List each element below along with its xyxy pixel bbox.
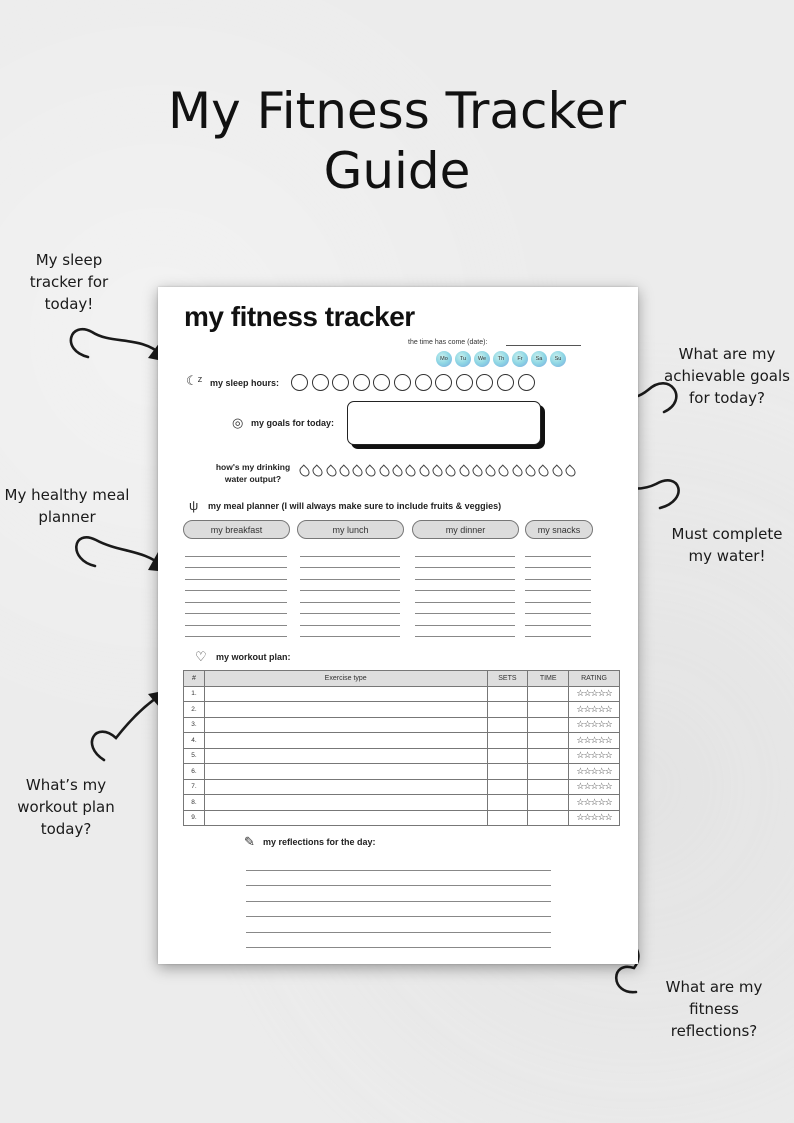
reflections-label: my reflections for the day: bbox=[263, 837, 376, 847]
annotation-reflections: What are my fitness reflections? bbox=[665, 978, 763, 1040]
row-number: 8. bbox=[184, 795, 205, 811]
water-drop[interactable] bbox=[311, 464, 325, 478]
sleep-hour-circle[interactable] bbox=[456, 374, 473, 391]
row-number: 9. bbox=[184, 810, 205, 826]
table-row bbox=[184, 764, 620, 780]
water-drop[interactable] bbox=[417, 464, 431, 478]
target-icon: ◎ bbox=[232, 415, 244, 430]
exercise-cell[interactable] bbox=[204, 702, 487, 718]
annotation-water: Must complete my water! bbox=[671, 525, 783, 565]
goals-label: my goals for today: bbox=[251, 418, 335, 428]
day-mo[interactable]: Mo bbox=[436, 351, 452, 367]
rating-stars[interactable]: ☆☆☆☆☆ bbox=[569, 717, 620, 733]
sleep-hour-circle[interactable] bbox=[332, 374, 349, 391]
sets-cell[interactable] bbox=[487, 733, 528, 749]
date-input-line[interactable] bbox=[506, 345, 581, 346]
water-drop[interactable] bbox=[510, 464, 524, 478]
col-sets: SETS bbox=[487, 671, 528, 687]
table-row bbox=[184, 686, 620, 702]
rating-stars[interactable]: ☆☆☆☆☆ bbox=[569, 810, 620, 826]
time-cell[interactable] bbox=[528, 717, 569, 733]
meal-pill-dinner: my dinner bbox=[412, 520, 519, 539]
meal-pill-breakfast: my breakfast bbox=[183, 520, 290, 539]
meal-pill-snacks: my snacks bbox=[525, 520, 593, 539]
row-number: 5. bbox=[184, 748, 205, 764]
water-drops bbox=[300, 463, 575, 477]
time-cell[interactable] bbox=[528, 748, 569, 764]
exercise-cell[interactable] bbox=[204, 810, 487, 826]
day-fr[interactable]: Fr bbox=[512, 351, 528, 367]
water-drop[interactable] bbox=[351, 464, 365, 478]
sleep-hour-circle[interactable] bbox=[312, 374, 329, 391]
sets-cell[interactable] bbox=[487, 764, 528, 780]
meal-lines-lunch[interactable] bbox=[300, 545, 400, 637]
arrow-meal bbox=[76, 537, 162, 566]
day-sa[interactable]: Sa bbox=[531, 351, 547, 367]
table-row bbox=[184, 733, 620, 749]
sleep-hour-circle[interactable] bbox=[291, 374, 308, 391]
water-drop[interactable] bbox=[497, 464, 511, 478]
table-row bbox=[184, 702, 620, 718]
sleep-hour-circle[interactable] bbox=[476, 374, 493, 391]
sets-cell[interactable] bbox=[487, 717, 528, 733]
table-row bbox=[184, 717, 620, 733]
water-drop[interactable] bbox=[404, 464, 418, 478]
water-label: how's my drinking water output? bbox=[215, 462, 291, 484]
water-drop[interactable] bbox=[297, 464, 311, 478]
water-drop[interactable] bbox=[484, 464, 498, 478]
water-drop[interactable] bbox=[324, 464, 338, 478]
sleep-hour-circle[interactable] bbox=[415, 374, 432, 391]
sheet-title: my fitness tracker bbox=[184, 301, 415, 332]
sleep-hours-circles bbox=[291, 374, 535, 391]
water-drop[interactable] bbox=[444, 464, 458, 478]
row-number: 6. bbox=[184, 764, 205, 780]
weekday-selector bbox=[436, 351, 566, 367]
table-header-row bbox=[184, 671, 620, 687]
day-th[interactable]: Th bbox=[493, 351, 509, 367]
goals-input-box[interactable] bbox=[347, 401, 541, 445]
pencil-icon: ✎ bbox=[244, 834, 255, 849]
meal-lines-snacks[interactable] bbox=[525, 545, 591, 637]
day-tu[interactable]: Tu bbox=[455, 351, 471, 367]
meal-pill-lunch: my lunch bbox=[297, 520, 404, 539]
rating-stars[interactable]: ☆☆☆☆☆ bbox=[569, 764, 620, 780]
annotation-sleep: My sleep tracker for today! bbox=[29, 251, 109, 313]
rating-stars[interactable]: ☆☆☆☆☆ bbox=[569, 779, 620, 795]
sets-cell[interactable] bbox=[487, 810, 528, 826]
meal-lines-breakfast[interactable] bbox=[185, 545, 287, 637]
date-label: the time has come (date): bbox=[408, 339, 488, 346]
water-drop[interactable] bbox=[430, 464, 444, 478]
sets-cell[interactable] bbox=[487, 779, 528, 795]
sleep-hour-circle[interactable] bbox=[497, 374, 514, 391]
exercise-cell[interactable] bbox=[204, 764, 487, 780]
water-drop[interactable] bbox=[377, 464, 391, 478]
rating-stars[interactable]: ☆☆☆☆☆ bbox=[569, 748, 620, 764]
row-number: 3. bbox=[184, 717, 205, 733]
sets-cell[interactable] bbox=[487, 748, 528, 764]
day-su[interactable]: Su bbox=[550, 351, 566, 367]
water-drop[interactable] bbox=[523, 464, 537, 478]
sleep-hour-circle[interactable] bbox=[435, 374, 452, 391]
sets-cell[interactable] bbox=[487, 702, 528, 718]
table-row bbox=[184, 779, 620, 795]
exercise-cell[interactable] bbox=[204, 748, 487, 764]
table-row bbox=[184, 810, 620, 826]
water-drop[interactable] bbox=[470, 464, 484, 478]
meal-planner-label: my meal planner (I will always make sure to include fruits & veggies) bbox=[208, 501, 502, 511]
sleep-hour-circle[interactable] bbox=[373, 374, 390, 391]
exercise-cell[interactable] bbox=[204, 779, 487, 795]
table-row bbox=[184, 748, 620, 764]
annotation-meal: My healthy meal planner bbox=[4, 486, 130, 526]
water-drop[interactable] bbox=[563, 464, 577, 478]
water-drop[interactable] bbox=[550, 464, 564, 478]
arrow-workout bbox=[92, 694, 162, 760]
arrow-sleep bbox=[71, 329, 162, 357]
meal-lines-dinner[interactable] bbox=[415, 545, 515, 637]
water-drop[interactable] bbox=[537, 464, 551, 478]
rating-stars[interactable]: ☆☆☆☆☆ bbox=[569, 795, 620, 811]
row-number: 2. bbox=[184, 702, 205, 718]
time-cell[interactable] bbox=[528, 764, 569, 780]
row-number: 4. bbox=[184, 733, 205, 749]
time-cell[interactable] bbox=[528, 795, 569, 811]
sleep-hour-circle[interactable] bbox=[353, 374, 370, 391]
row-number: 1. bbox=[184, 686, 205, 702]
sets-cell[interactable] bbox=[487, 686, 528, 702]
exercise-cell[interactable] bbox=[204, 686, 487, 702]
col-exercise-type: Exercise type bbox=[204, 671, 487, 687]
heart-dumbbell-icon: ♡ bbox=[195, 649, 207, 664]
water-drop[interactable] bbox=[391, 464, 405, 478]
workout-label: my workout plan: bbox=[216, 652, 291, 662]
annotation-goals: What are my achievable goals for today? bbox=[664, 345, 790, 407]
day-we[interactable]: We bbox=[474, 351, 490, 367]
sleep-hour-circle[interactable] bbox=[394, 374, 411, 391]
sets-cell[interactable] bbox=[487, 795, 528, 811]
col-rating: RATING bbox=[569, 671, 620, 687]
time-cell[interactable] bbox=[528, 702, 569, 718]
col-time: TIME bbox=[528, 671, 569, 687]
time-cell[interactable] bbox=[528, 733, 569, 749]
exercise-cell[interactable] bbox=[204, 717, 487, 733]
table-row bbox=[184, 795, 620, 811]
rating-stars[interactable]: ☆☆☆☆☆ bbox=[569, 686, 620, 702]
reflections-lines[interactable] bbox=[246, 855, 551, 948]
time-cell[interactable] bbox=[528, 810, 569, 826]
fitness-tracker-sheet bbox=[158, 287, 638, 964]
exercise-cell[interactable] bbox=[204, 795, 487, 811]
moon-sleep-icon: ☾ᶻ bbox=[186, 373, 203, 388]
sleep-label: my sleep hours: bbox=[210, 378, 280, 388]
col-number: # bbox=[184, 671, 205, 687]
page-title-line1: My Fitness Tracker bbox=[167, 82, 627, 140]
exercise-cell[interactable] bbox=[204, 733, 487, 749]
time-cell[interactable] bbox=[528, 686, 569, 702]
water-drop[interactable] bbox=[457, 464, 471, 478]
water-drop[interactable] bbox=[337, 464, 351, 478]
rating-stars[interactable]: ☆☆☆☆☆ bbox=[569, 733, 620, 749]
rating-stars[interactable]: ☆☆☆☆☆ bbox=[569, 702, 620, 718]
water-drop[interactable] bbox=[364, 464, 378, 478]
workout-table bbox=[183, 670, 620, 826]
page-title-line2: Guide bbox=[323, 142, 471, 200]
meal-icon: ψ bbox=[189, 498, 199, 513]
annotation-workout: What’s my workout plan today? bbox=[17, 776, 115, 838]
sleep-hour-circle[interactable] bbox=[518, 374, 535, 391]
time-cell[interactable] bbox=[528, 779, 569, 795]
row-number: 7. bbox=[184, 779, 205, 795]
